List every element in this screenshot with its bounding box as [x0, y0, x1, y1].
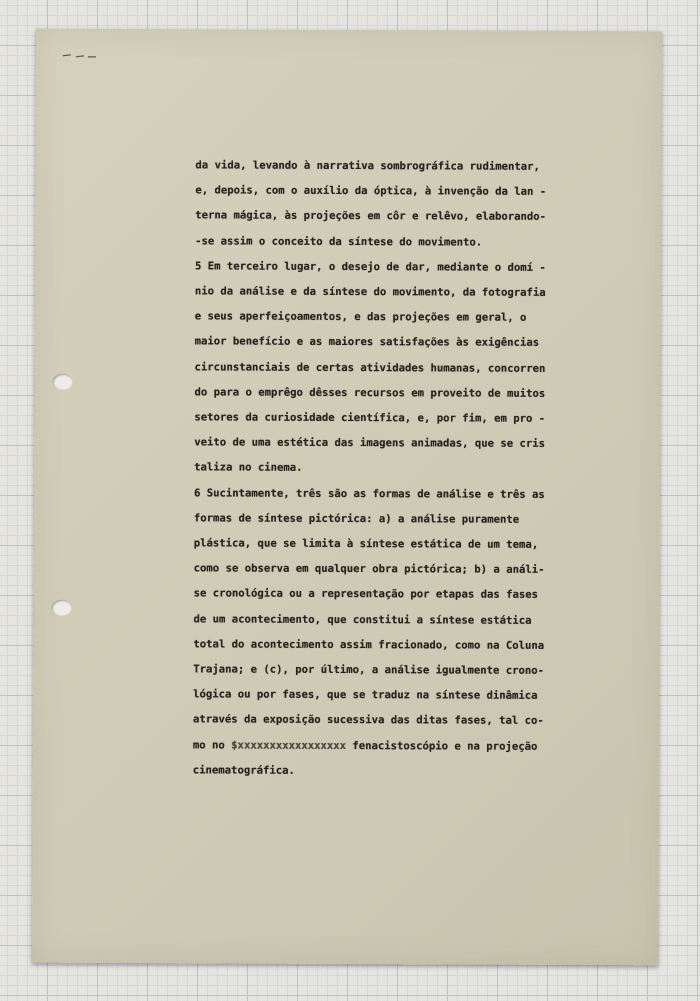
text-line: 6 Sucintamente, três são as formas de análise e três as — [193, 486, 545, 501]
line-prefix: mo no — [192, 739, 232, 752]
text-line: como se observa em qualquer obra pictórica; b) a análi- — [193, 562, 545, 577]
text-line: lógica ou por fases, que se traduz na síntese dinâmica — [193, 688, 538, 703]
text-line: setores da curiosidade científica, e, por fim, em pro - — [194, 411, 546, 425]
punch-hole-bottom — [51, 600, 71, 616]
text-line: Trajana; e (c), por último, a análise igualmente crono- — [193, 663, 545, 677]
text-line: de um acontecimento, que constitui a síntese estática — [193, 612, 532, 627]
text-line: nio da análise e da síntese do movimento, da fotografia — [194, 285, 546, 299]
text-line: -se assim o conceito da síntese do movimento. — [195, 234, 483, 249]
text-line: cinematográfica. — [192, 764, 295, 777]
line-suffix: fenacistoscópio e na projeção — [345, 739, 538, 753]
text-line-with-strikeout — [193, 733, 633, 760]
text-line: terna mágica, às projeções em côr e relêvo, elaborando- — [195, 209, 547, 224]
text-line: e seus aperfeiçoamentos, e das projeções em geral, o — [194, 310, 527, 324]
text-line: do para o emprêgo dêsses recursos em proveito de muitos — [194, 386, 546, 400]
text-line: taliza no cinema. — [194, 461, 303, 475]
text-line: veito de uma estética das imagens animadas, que se cris — [194, 436, 546, 451]
text-line: se cronológica ou a representação por etapas das fases — [193, 587, 539, 602]
text-line: plástica, que se limita à síntese estática de um tema, — [193, 537, 539, 551]
text-line: total do acontecimento assim fracionado, como na Coluna — [193, 638, 545, 652]
paper-sheet — [32, 29, 662, 966]
punch-hole-top — [52, 374, 72, 390]
text-line: formas de síntese pictórica: a) a análise puramente — [193, 512, 520, 526]
struck-out-text: $xxxxxxxxxxxxxxxxx — [231, 739, 347, 752]
text-line: circunstanciais de certas atividades humanas, concorren — [194, 360, 546, 375]
typed-text-block — [193, 153, 636, 785]
text-line: através da exposição sucessiva das ditas fases, tal co- — [193, 713, 544, 728]
pencil-mark — [62, 53, 102, 59]
text-line: 5 Em terceiro lugar, o desejo de dar, mediante o domí - — [194, 260, 546, 274]
text-line: da vida, levando à narrativa sombrográfica rudimentar, — [195, 159, 540, 173]
text-line: maior benefício e as maiores satisfações às exigências — [194, 335, 540, 350]
text-line: e, depois, com o auxílio da óptica, à invenção da lan - — [195, 184, 547, 199]
